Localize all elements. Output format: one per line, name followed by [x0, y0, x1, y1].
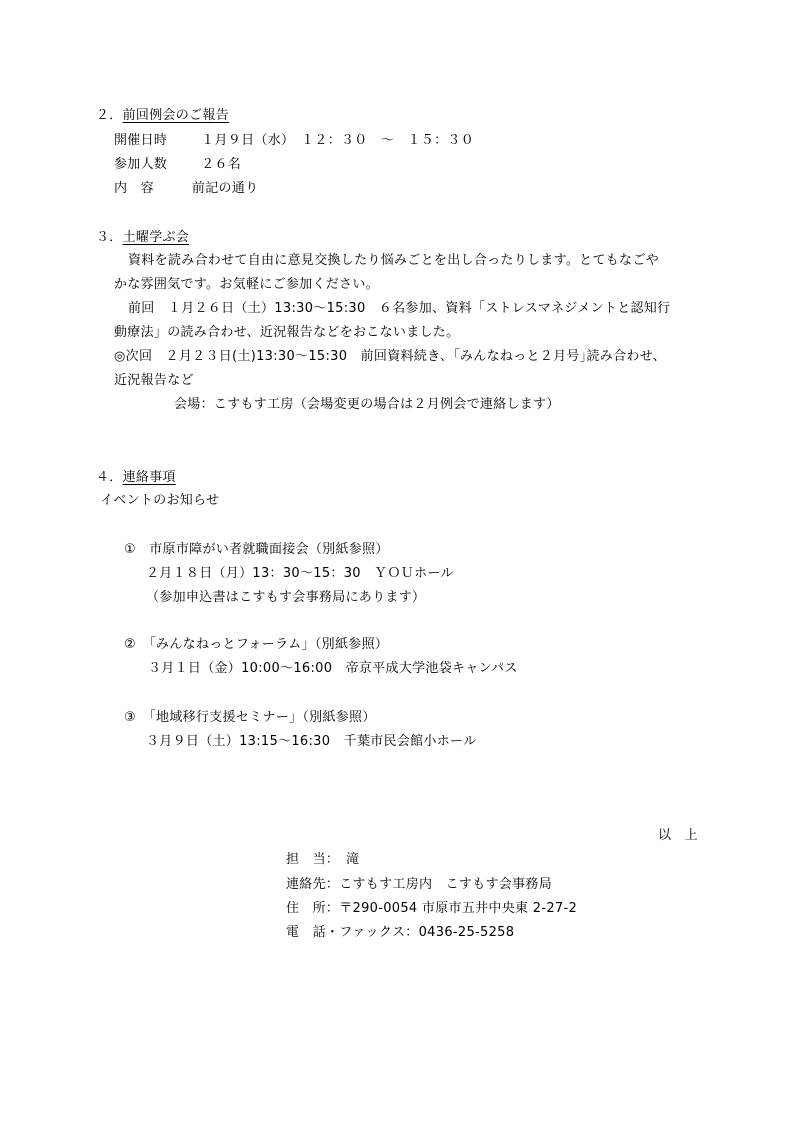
content-label: 内 容 [114, 181, 154, 196]
section2-date-row [114, 134, 474, 147]
event-2-title: ② 「みんなねっとフォーラム」（別紙参照） [124, 637, 389, 652]
section3-prev-line2: 動療法」の読み合わせ、近況報告などをおこないました。 [114, 325, 460, 340]
section2-heading [96, 109, 229, 122]
contact-person: 担 当： 滝 [286, 852, 360, 867]
contact-phone: 電 話・ファックス：0436-25-5258 [286, 925, 515, 940]
section4-title: 連絡事項 [122, 470, 176, 485]
event-3-title: ③ 「地域移行支援セミナー」（別紙参照） [124, 710, 376, 725]
section2-attendance-row [114, 158, 241, 171]
section3-para1-line1: 資料を読み合わせて自由に意見交換したり悩みごとを出し合ったりします。とてもなごや [128, 253, 659, 268]
section2-title: 前回例会のご報告 [122, 108, 230, 123]
contact-address: 住 所：〒290-0054 市原市五井中央東 2-27-2 [286, 901, 578, 916]
date-label: 開催日時 [114, 133, 168, 148]
attendance-label: 参加人数 [114, 157, 168, 172]
contact-address-to: 連絡先：こすもす工房内 こすもす会事務局 [286, 877, 553, 892]
closing-mark: 以 上 [658, 828, 698, 843]
section3-next-line2: 近況報告など [114, 373, 194, 388]
event-3-line1: ３月９日（土）13:15～16:30 千葉市民会館小ホール [146, 734, 477, 749]
event-1-title: ① 市原市障がい者就職面接会（別紙参照） [124, 542, 389, 557]
section2-content-row [114, 182, 258, 195]
event-1-line1: ２月１８日（月）13：30～15：30 ＹＯＵホール [146, 566, 454, 581]
event-2-line1: ３月１日（金）10:00～16:00 帝京平成大学池袋キャンパス [148, 661, 518, 676]
attendance-value: ２６名 [201, 157, 242, 172]
content-value: 前記の通り [191, 181, 259, 196]
event-1-line2: （参加申込書はこすもす会事務局にあります） [146, 590, 426, 605]
section4-number: ４． [96, 470, 123, 485]
section4-heading [96, 471, 176, 484]
section3-para1-line2: かな雰囲気です。お気軽にご参加ください。 [114, 277, 379, 292]
section3-next-line1: ◎次回 ２月２３日(土)13:30～15:30 前回資料続き、｢みんなねっと２月号｣読み合わせ、 [114, 349, 666, 364]
section2-number: ２． [96, 108, 123, 123]
section3-heading [96, 231, 189, 244]
section3-venue: 会場：こすもす工房（会場変更の場合は２月例会で連絡します） [174, 397, 560, 412]
section3-title: 土曜学ぶ会 [122, 230, 190, 245]
section3-prev-line1: 前回 １月２６日（土）13:30～15:30 ６名参加、資料「ストレスマネジメントと認知行 [128, 301, 671, 316]
section4-subtitle: イベントのお知らせ [100, 493, 220, 508]
section3-number: ３． [96, 230, 123, 245]
date-value: １月９日（水） １２：３０ ～ １５：３０ [201, 133, 475, 148]
